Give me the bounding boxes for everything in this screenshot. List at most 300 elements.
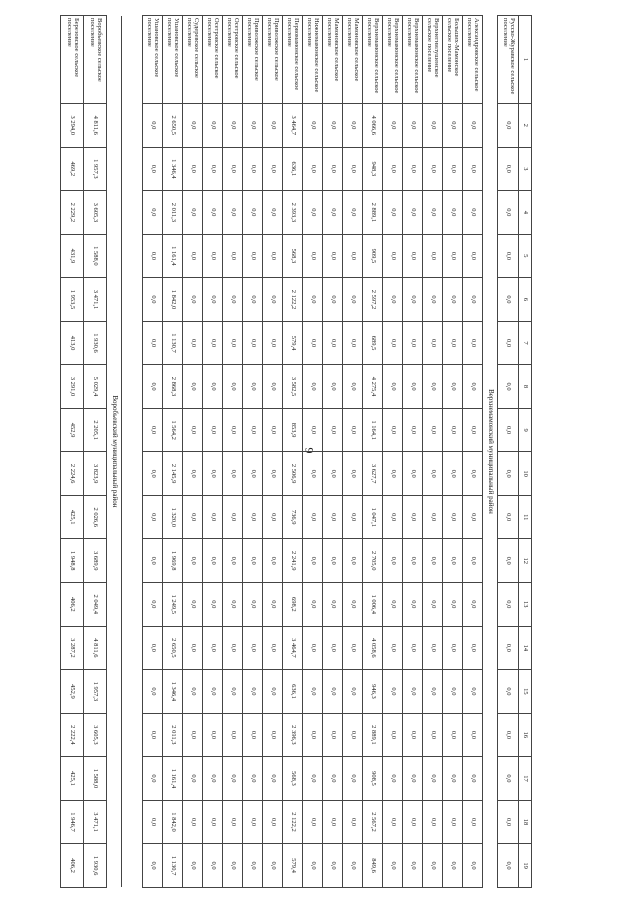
value-cell: 0,0 <box>343 800 363 844</box>
value-cell: 2 241,9 <box>283 539 303 583</box>
value-cell: 636,1 <box>283 147 303 191</box>
column-header: 16 <box>519 713 532 757</box>
value-cell: 0,0 <box>498 452 519 496</box>
value-cell: 0,0 <box>443 278 463 322</box>
value-cell: 0,0 <box>303 278 323 322</box>
value-cell: 0,0 <box>223 321 243 365</box>
value-cell: 0,0 <box>143 234 163 278</box>
value-cell: 0,0 <box>498 278 519 322</box>
row-name: Русско-Журавское сельское поселение <box>498 16 519 104</box>
value-cell: 0,0 <box>183 495 203 539</box>
value-cell: 1 346,4 <box>163 670 183 714</box>
row-name: Верхнегнилушенское сельское поселение <box>423 16 443 104</box>
value-cell: 0,0 <box>403 147 423 191</box>
value-cell: 0,0 <box>383 757 403 801</box>
row-name: Мамоновское сельское поселение <box>343 16 363 104</box>
value-cell: 0,0 <box>403 713 423 757</box>
value-cell: 0,0 <box>143 191 163 235</box>
value-cell: 0,0 <box>263 408 283 452</box>
value-cell: 2 011,3 <box>163 191 183 235</box>
value-cell: 0,0 <box>443 583 463 627</box>
value-cell: 0,0 <box>463 539 483 583</box>
value-cell: 2 393,3 <box>283 191 303 235</box>
value-cell: 0,0 <box>383 365 403 409</box>
value-cell: 0,0 <box>443 191 463 235</box>
value-cell: 0,0 <box>403 234 423 278</box>
table-row <box>263 16 283 888</box>
value-cell: 0,0 <box>243 321 263 365</box>
value-cell: 0,0 <box>403 365 423 409</box>
value-cell: 3 627,7 <box>363 452 383 496</box>
value-cell: 0,0 <box>323 757 343 801</box>
value-cell: 0,0 <box>403 757 423 801</box>
value-cell: 0,0 <box>263 844 283 888</box>
value-cell: 1 130,7 <box>163 321 183 365</box>
value-cell: 849,6 <box>363 844 383 888</box>
value-cell: 0,0 <box>183 844 203 888</box>
value-cell: 0,0 <box>323 626 343 670</box>
value-cell: 0,0 <box>183 278 203 322</box>
value-cell: 0,0 <box>423 495 443 539</box>
table-row <box>303 16 323 888</box>
column-header: 18 <box>519 800 532 844</box>
value-cell: 0,0 <box>423 234 443 278</box>
value-cell: 0,0 <box>343 147 363 191</box>
value-cell: 2 597,2 <box>363 278 383 322</box>
value-cell: 0,0 <box>203 626 223 670</box>
value-cell: 0,0 <box>383 104 403 148</box>
value-cell: 0,0 <box>243 408 263 452</box>
value-cell: 0,0 <box>203 452 223 496</box>
row-name: Больших-Мамонское сельское поселение <box>443 16 463 104</box>
value-cell: 0,0 <box>303 234 323 278</box>
value-cell: 1 588,0 <box>84 757 107 801</box>
spacer-row <box>122 16 143 888</box>
column-header: 14 <box>519 626 532 670</box>
value-cell: 0,0 <box>323 408 343 452</box>
value-cell: 0,0 <box>403 321 423 365</box>
value-cell: 0,0 <box>323 495 343 539</box>
value-cell: 0,0 <box>383 147 403 191</box>
value-cell: 0,0 <box>263 104 283 148</box>
rotated-table-frame <box>66 15 532 887</box>
value-cell: 0,0 <box>303 800 323 844</box>
value-cell: 1 161,4 <box>163 757 183 801</box>
value-cell: 0,0 <box>443 800 463 844</box>
value-cell: 0,0 <box>263 495 283 539</box>
value-cell: 1 948,8 <box>61 539 84 583</box>
value-cell: 0,0 <box>498 321 519 365</box>
value-cell: 2 011,3 <box>163 713 183 757</box>
table-row <box>343 16 363 888</box>
value-cell: 2 650,5 <box>163 104 183 148</box>
value-cell: 0,0 <box>403 670 423 714</box>
table-row <box>283 16 303 888</box>
value-cell: 579,4 <box>283 321 303 365</box>
column-header: 11 <box>519 495 532 539</box>
value-cell: 0,0 <box>463 670 483 714</box>
value-cell: 0,0 <box>263 670 283 714</box>
value-cell: 0,0 <box>343 321 363 365</box>
value-cell: 0,0 <box>263 452 283 496</box>
value-cell: 579,4 <box>283 844 303 888</box>
value-cell: 0,0 <box>223 670 243 714</box>
spacer-cell <box>122 16 143 888</box>
value-cell: 1 564,2 <box>163 408 183 452</box>
value-cell: 1 930,6 <box>84 844 107 888</box>
value-cell: 0,0 <box>223 191 243 235</box>
value-cell: 1 969,8 <box>163 539 183 583</box>
value-cell: 0,0 <box>423 452 443 496</box>
value-cell: 0,0 <box>243 234 263 278</box>
value-cell: 0,0 <box>343 104 363 148</box>
value-cell: 2 650,5 <box>163 626 183 670</box>
column-header: 10 <box>519 452 532 496</box>
column-header: 15 <box>519 670 532 714</box>
table-row <box>61 16 84 888</box>
page-number: 9 <box>302 447 317 454</box>
value-cell: 853,9 <box>283 408 303 452</box>
value-cell: 0,0 <box>243 539 263 583</box>
value-cell: 0,0 <box>383 626 403 670</box>
value-cell: 1 047,1 <box>363 495 383 539</box>
value-cell: 0,0 <box>183 452 203 496</box>
value-cell: 0,0 <box>383 539 403 583</box>
section-row <box>483 16 498 888</box>
value-cell: 909,5 <box>363 234 383 278</box>
row-name: Первомамонское сельское поселение <box>283 16 303 104</box>
value-cell: 3 689,9 <box>84 539 107 583</box>
value-cell: 4 275,4 <box>363 365 383 409</box>
value-cell: 0,0 <box>303 321 323 365</box>
value-cell: 0,0 <box>498 583 519 627</box>
value-cell: 0,0 <box>243 365 263 409</box>
value-cell: 452,9 <box>61 408 84 452</box>
value-cell: 0,0 <box>303 452 323 496</box>
value-cell: 0,0 <box>403 452 423 496</box>
value-cell: 0,0 <box>443 408 463 452</box>
value-cell: 0,0 <box>343 626 363 670</box>
value-cell: 0,0 <box>443 147 463 191</box>
table-row <box>423 16 443 888</box>
value-cell: 0,0 <box>243 626 263 670</box>
value-cell: 0,0 <box>383 583 403 627</box>
value-cell: 0,0 <box>463 365 483 409</box>
value-cell: 0,0 <box>203 713 223 757</box>
value-cell: 0,0 <box>323 800 343 844</box>
row-name: Нижнемамонское сельское поселение <box>303 16 323 104</box>
value-cell: 0,0 <box>383 278 403 322</box>
value-cell: 0,0 <box>183 757 203 801</box>
value-cell: 3 582,5 <box>283 365 303 409</box>
value-cell: 0,0 <box>463 408 483 452</box>
value-cell: 0,0 <box>343 408 363 452</box>
value-cell: 0,0 <box>323 539 343 583</box>
value-cell: 3 605,3 <box>84 713 107 757</box>
value-cell: 0,0 <box>323 452 343 496</box>
value-cell: 0,0 <box>423 713 443 757</box>
value-cell: 0,0 <box>463 800 483 844</box>
value-cell: 0,0 <box>343 757 363 801</box>
value-cell: 0,0 <box>323 191 343 235</box>
value-cell: 0,0 <box>498 408 519 452</box>
value-cell: 1 842,0 <box>163 800 183 844</box>
value-cell: 0,0 <box>183 583 203 627</box>
value-cell: 1 161,4 <box>163 234 183 278</box>
row-name: Верхнемамонское сельское поселение <box>403 16 423 104</box>
value-cell: 0,0 <box>143 495 163 539</box>
value-cell: 0,0 <box>423 757 443 801</box>
value-cell: 0,0 <box>423 365 443 409</box>
value-cell: 0,0 <box>343 191 363 235</box>
row-name: Осетровское сельское поселение <box>203 16 223 104</box>
value-cell: 0,0 <box>423 321 443 365</box>
value-cell: 0,0 <box>383 191 403 235</box>
value-cell: 0,0 <box>143 583 163 627</box>
value-cell: 0,0 <box>143 626 163 670</box>
table-row <box>243 16 263 888</box>
value-cell: 0,0 <box>223 234 243 278</box>
value-cell: 0,0 <box>303 408 323 452</box>
column-header: 2 <box>519 104 532 148</box>
value-cell: 0,0 <box>443 539 463 583</box>
value-cell: 0,0 <box>343 670 363 714</box>
value-cell: 0,0 <box>443 365 463 409</box>
value-cell: 1 957,3 <box>84 670 107 714</box>
value-cell: 0,0 <box>423 278 443 322</box>
value-cell: 0,0 <box>303 583 323 627</box>
value-cell: 0,0 <box>263 321 283 365</box>
table-row <box>223 16 243 888</box>
value-cell: 0,0 <box>223 844 243 888</box>
value-cell: 0,0 <box>498 104 519 148</box>
value-cell: 3 471,1 <box>84 800 107 844</box>
value-cell: 0,0 <box>223 713 243 757</box>
value-cell: 0,0 <box>343 844 363 888</box>
value-cell: 0,0 <box>243 147 263 191</box>
value-cell: 0,0 <box>443 104 463 148</box>
value-cell: 0,0 <box>443 757 463 801</box>
value-cell: 0,0 <box>203 408 223 452</box>
row-name: Александровское сельское поселение <box>463 16 483 104</box>
value-cell: 1 320,0 <box>163 495 183 539</box>
value-cell: 0,0 <box>443 626 463 670</box>
value-cell: 0,0 <box>403 495 423 539</box>
value-cell: 0,0 <box>323 321 343 365</box>
row-name: Осетровское сельское поселение <box>223 16 243 104</box>
value-cell: 0,0 <box>303 670 323 714</box>
value-cell: 908,5 <box>363 757 383 801</box>
value-cell: 0,0 <box>498 191 519 235</box>
value-cell: 0,0 <box>383 800 403 844</box>
value-cell: 0,0 <box>383 495 403 539</box>
value-cell: 0,0 <box>243 713 263 757</box>
value-cell: 0,0 <box>443 844 463 888</box>
value-cell: 0,0 <box>243 800 263 844</box>
section-title: Воробьевский муниципальный район <box>107 16 122 888</box>
value-cell: 689,5 <box>363 321 383 365</box>
value-cell: 0,0 <box>183 539 203 583</box>
value-cell: 0,0 <box>423 670 443 714</box>
row-name: Воробьевское сельское поселение <box>84 16 107 104</box>
value-cell: 2 224,6 <box>61 452 84 496</box>
value-cell: 0,0 <box>383 321 403 365</box>
value-cell: 0,0 <box>203 321 223 365</box>
value-cell: 0,0 <box>183 104 203 148</box>
value-cell: 0,0 <box>423 800 443 844</box>
value-cell: 2 396,3 <box>283 713 303 757</box>
value-cell: 0,0 <box>263 278 283 322</box>
value-cell: 0,0 <box>423 408 443 452</box>
value-cell: 406,2 <box>61 583 84 627</box>
value-cell: 0,0 <box>403 800 423 844</box>
value-cell: 0,0 <box>498 844 519 888</box>
value-cell: 698,2 <box>283 583 303 627</box>
value-cell: 0,0 <box>263 626 283 670</box>
value-cell: 2 506,9 <box>283 452 303 496</box>
value-cell: 0,0 <box>203 365 223 409</box>
value-cell: 948,3 <box>363 147 383 191</box>
value-cell: 1 842,0 <box>163 278 183 322</box>
column-header: 7 <box>519 321 532 365</box>
value-cell: 0,0 <box>323 147 343 191</box>
value-cell: 0,0 <box>203 844 223 888</box>
value-cell: 0,0 <box>343 452 363 496</box>
value-cell: 0,0 <box>263 583 283 627</box>
table-row <box>383 16 403 888</box>
value-cell: 0,0 <box>223 626 243 670</box>
value-cell: 0,0 <box>203 539 223 583</box>
table-row <box>203 16 223 888</box>
value-cell: 0,0 <box>498 757 519 801</box>
column-header: 5 <box>519 234 532 278</box>
value-cell: 3 294,0 <box>61 104 84 148</box>
value-cell: 3 471,1 <box>84 278 107 322</box>
value-cell: 2 026,6 <box>84 495 107 539</box>
value-cell: 0,0 <box>498 670 519 714</box>
value-cell: 0,0 <box>323 670 343 714</box>
value-cell: 1 588,0 <box>84 234 107 278</box>
value-cell: 0,0 <box>383 234 403 278</box>
value-cell: 0,0 <box>303 713 323 757</box>
value-cell: 5 029,4 <box>84 365 107 409</box>
value-cell: 0,0 <box>303 844 323 888</box>
value-cell: 0,0 <box>463 495 483 539</box>
column-header: 12 <box>519 539 532 583</box>
value-cell: 0,0 <box>443 670 463 714</box>
value-cell: 0,0 <box>243 278 263 322</box>
value-cell: 0,0 <box>443 321 463 365</box>
value-cell: 0,0 <box>243 104 263 148</box>
value-cell: 0,0 <box>443 713 463 757</box>
value-cell: 0,0 <box>323 278 343 322</box>
value-cell: 0,0 <box>498 539 519 583</box>
value-cell: 1 249,5 <box>163 583 183 627</box>
value-cell: 3 464,7 <box>283 104 303 148</box>
value-cell: 0,0 <box>403 626 423 670</box>
value-cell: 2 122,2 <box>283 800 303 844</box>
table-row <box>403 16 423 888</box>
row-name: Судеревское сельское поселение <box>183 16 203 104</box>
value-cell: 1 346,4 <box>163 147 183 191</box>
value-cell: 0,0 <box>223 583 243 627</box>
table-row <box>463 16 483 888</box>
value-cell: 2 705,0 <box>363 539 383 583</box>
value-cell: 425,1 <box>61 757 84 801</box>
row-name: Ушановское сельское поселение <box>143 16 163 104</box>
row-name: Верхнемамонское сельское поселение <box>363 16 383 104</box>
value-cell: 0,0 <box>423 626 443 670</box>
value-cell: 0,0 <box>223 104 243 148</box>
value-cell: 0,0 <box>183 147 203 191</box>
section-title: Верхнемамонский муниципальный район <box>483 16 498 888</box>
value-cell: 0,0 <box>463 713 483 757</box>
value-cell: 0,0 <box>383 844 403 888</box>
table-row <box>84 16 107 888</box>
table-row <box>323 16 343 888</box>
value-cell: 0,0 <box>243 452 263 496</box>
value-cell: 0,0 <box>463 583 483 627</box>
value-cell: 0,0 <box>143 757 163 801</box>
row-name: Приволжское сельское поселение <box>243 16 263 104</box>
value-cell: 0,0 <box>303 495 323 539</box>
value-cell: 0,0 <box>303 626 323 670</box>
value-cell: 0,0 <box>463 452 483 496</box>
header-row <box>519 16 532 888</box>
value-cell: 0,0 <box>463 321 483 365</box>
value-cell: 0,0 <box>203 800 223 844</box>
value-cell: 0,0 <box>243 670 263 714</box>
value-cell: 0,0 <box>463 234 483 278</box>
value-cell: 0,0 <box>263 800 283 844</box>
value-cell: 0,0 <box>183 408 203 452</box>
value-cell: 0,0 <box>223 452 243 496</box>
value-cell: 0,0 <box>203 278 223 322</box>
value-cell: 3 291,0 <box>61 365 84 409</box>
value-cell: 0,0 <box>303 757 323 801</box>
value-cell: 2 229,2 <box>61 191 84 235</box>
value-cell: 0,0 <box>323 234 343 278</box>
value-cell: 0,0 <box>303 191 323 235</box>
table-row <box>163 16 183 888</box>
value-cell: 0,0 <box>403 408 423 452</box>
value-cell: 0,0 <box>403 191 423 235</box>
value-cell: 0,0 <box>463 278 483 322</box>
value-cell: 0,0 <box>183 234 203 278</box>
value-cell: 2 868,3 <box>163 365 183 409</box>
value-cell: 0,0 <box>243 191 263 235</box>
value-cell: 0,0 <box>243 844 263 888</box>
value-cell: 3 823,9 <box>84 452 107 496</box>
value-cell: 0,0 <box>143 800 163 844</box>
value-cell: 0,0 <box>263 234 283 278</box>
value-cell: 0,0 <box>343 234 363 278</box>
value-cell: 2 205,1 <box>84 408 107 452</box>
value-cell: 0,0 <box>203 670 223 714</box>
value-cell: 452,9 <box>61 670 84 714</box>
value-cell: 431,9 <box>61 234 84 278</box>
value-cell: 0,0 <box>423 147 443 191</box>
value-cell: 0,0 <box>203 757 223 801</box>
value-cell: 0,0 <box>463 104 483 148</box>
section-row <box>107 16 122 888</box>
table-row <box>363 16 383 888</box>
value-cell: 0,0 <box>343 495 363 539</box>
column-header: 1 <box>519 16 532 104</box>
value-cell: 0,0 <box>183 670 203 714</box>
value-cell: 0,0 <box>143 452 163 496</box>
value-cell: 0,0 <box>223 757 243 801</box>
